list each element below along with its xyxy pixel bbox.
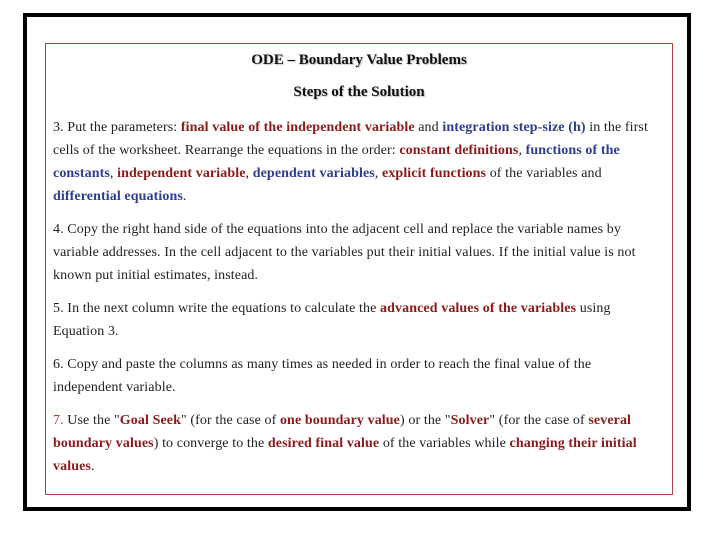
highlighted-term: integration step-size (h) (442, 120, 586, 135)
step-text: Copy the right hand side of the equations into the adjacent cell and replace the variable names by variable addresses. In the cell adjacent to the variables put their initial values. If the initial value is not known put initial estimates, instead. (53, 222, 636, 283)
step-paragraph (53, 218, 663, 287)
step-text: Use the " (63, 413, 120, 428)
step-number: 4. (53, 222, 64, 237)
step-paragraph (53, 297, 663, 343)
step-text: " (for the case of (180, 413, 280, 428)
step-paragraph (53, 409, 663, 478)
step-text: . (90, 459, 95, 474)
step-text: , (245, 166, 253, 181)
page-subtitle: Steps of the Solution (293, 84, 425, 100)
highlighted-term: dependent variables (252, 166, 375, 181)
step-text: Copy and paste the columns as many times as needed in order to reach the final value of the independent variable. (53, 357, 592, 395)
step-text: ) or the " (400, 413, 451, 428)
step-text: , (518, 143, 526, 158)
step-paragraph (53, 116, 663, 208)
step-text: in the first cells of the worksheet. Rearrange the equations in the order: (53, 120, 648, 158)
highlighted-term: several boundary values (53, 413, 632, 451)
step-text: In the next column write the equations to calculate the (63, 301, 381, 316)
step-number: 7. (53, 413, 64, 428)
step-text: Put the parameters: (63, 120, 181, 135)
step-text: ) to converge to the (153, 436, 268, 451)
highlighted-term: independent variable (117, 166, 246, 181)
slide-frame (23, 13, 691, 511)
step-text: using Equation 3. (53, 301, 611, 339)
highlighted-term: Solver (450, 413, 490, 428)
highlighted-term: functions of the constants (53, 143, 620, 181)
highlighted-term: explicit functions (382, 166, 487, 181)
highlighted-term: changing their initial values (53, 436, 637, 474)
step-number: 5. (53, 301, 64, 316)
step-text: " (for the case of (489, 413, 589, 428)
content-box (45, 43, 673, 495)
step-text: , (374, 166, 383, 181)
step-number: 6. (53, 357, 64, 372)
step-paragraph (53, 353, 663, 399)
step-text: , (109, 166, 118, 181)
step-text: and (414, 120, 443, 135)
highlighted-term: advanced values of the variables (380, 301, 577, 316)
highlighted-term: Goal Seek (119, 413, 181, 428)
highlighted-term: final value of the independent variable (180, 120, 415, 135)
highlighted-term: one boundary value (279, 413, 401, 428)
highlighted-term: constant definitions (399, 143, 519, 158)
step-text: of the variables while (379, 436, 510, 451)
highlighted-term: differential equations (53, 189, 183, 204)
step-text: of the variables and (486, 166, 602, 181)
steps-list (53, 116, 663, 488)
step-text: . (182, 189, 187, 204)
page-title: ODE – Boundary Value Problems (251, 52, 467, 68)
highlighted-term: desired final value (267, 436, 380, 451)
step-number: 3. (53, 120, 64, 135)
